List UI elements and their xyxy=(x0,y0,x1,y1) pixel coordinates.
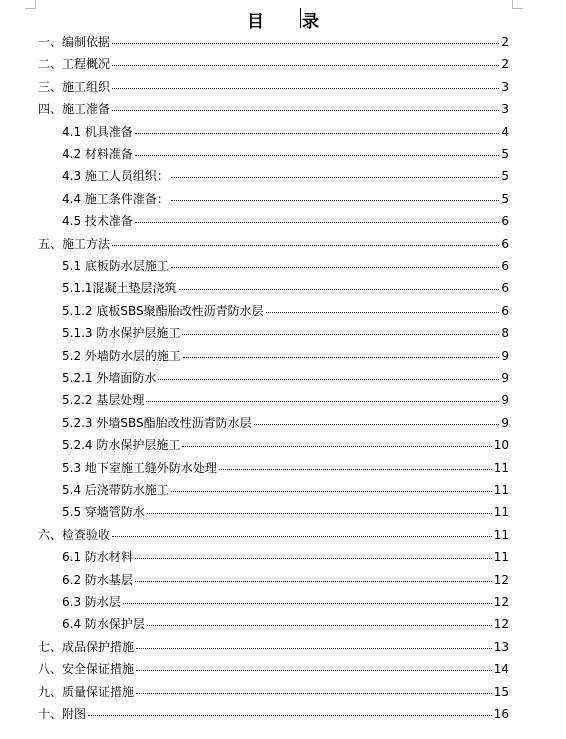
toc-dot-leader xyxy=(112,43,499,44)
toc-entry-page-number: 9 xyxy=(501,393,509,408)
toc-entry-page-number: 10 xyxy=(493,438,509,453)
toc-entry-label: 5.5 穿墙管防水 xyxy=(62,505,145,520)
toc-entry[interactable] xyxy=(62,144,509,164)
toc-entry-label: 八、安全保证措施 xyxy=(38,662,135,677)
toc-entry[interactable] xyxy=(62,458,509,478)
toc-entry-label: 5.3 地下室施工缝外防水处理 xyxy=(62,460,217,475)
toc-entry[interactable] xyxy=(62,413,509,433)
toc-entry-page-number: 2 xyxy=(501,57,509,72)
toc-entry[interactable] xyxy=(62,301,509,321)
toc-entry-label: 五、施工方法 xyxy=(38,236,111,251)
toc-entry-label: 5.2.4 防水保护层施工 xyxy=(62,438,181,453)
toc-title xyxy=(0,7,566,32)
toc-dot-leader xyxy=(183,357,499,358)
toc-entry-page-number: 16 xyxy=(493,707,509,721)
toc-entry-label: 5.1.2 底板SBS聚酯胎改性沥青防水层 xyxy=(62,303,264,318)
toc-dot-leader xyxy=(136,648,492,649)
toc-entry-label: 一、编制依据 xyxy=(38,35,111,49)
toc-entry-page-number: 14 xyxy=(493,662,509,677)
toc-entry-page-number: 9 xyxy=(501,348,509,363)
toc-dot-leader xyxy=(136,670,492,671)
toc-entry-label: 4.5 技术准备 xyxy=(62,214,133,229)
toc-entry-page-number: 6 xyxy=(501,303,509,318)
toc-entry-page-number: 13 xyxy=(493,639,509,654)
toc-entry[interactable] xyxy=(62,256,509,276)
toc-entry-page-number: 3 xyxy=(501,102,509,117)
toc-entry-label: 6.4 防水保护层 xyxy=(62,617,145,632)
toc-dot-leader xyxy=(171,177,499,178)
toc-dot-leader xyxy=(112,88,499,89)
toc-entry-page-number: 3 xyxy=(501,79,509,94)
toc-entry[interactable] xyxy=(62,547,509,567)
toc-dot-leader xyxy=(179,289,500,290)
toc-dot-leader xyxy=(112,110,499,111)
toc-entry-label: 四、施工准备 xyxy=(38,102,111,117)
toc-entry-page-number: 6 xyxy=(501,236,509,251)
toc-entry-label: 九、质量保证措施 xyxy=(38,684,135,699)
toc-entry[interactable] xyxy=(38,32,509,52)
toc-entry[interactable] xyxy=(62,211,509,231)
toc-dot-leader xyxy=(88,715,492,716)
toc-entry-page-number: 11 xyxy=(493,527,509,542)
text-cursor xyxy=(300,8,301,28)
toc-dot-leader xyxy=(182,446,491,447)
toc-entry[interactable] xyxy=(38,525,509,545)
toc-entry[interactable] xyxy=(38,704,509,724)
toc-entry[interactable] xyxy=(38,234,509,254)
toc-entry-label: 5.1 底板防水层施工 xyxy=(62,259,169,273)
toc-dot-leader xyxy=(135,222,499,223)
toc-entry-label: 5.1.3 防水保护层施工 xyxy=(62,326,181,341)
toc-entry[interactable] xyxy=(62,278,509,298)
toc-entry-page-number: 11 xyxy=(493,505,509,520)
toc-title-char-1: 目 xyxy=(247,12,264,32)
toc-entry-page-number: 6 xyxy=(501,214,509,229)
toc-entry[interactable] xyxy=(38,77,509,97)
toc-entry-page-number: 5 xyxy=(501,191,509,206)
toc-entry[interactable] xyxy=(62,390,509,410)
toc-dot-leader xyxy=(254,424,500,425)
toc-entry-page-number: 11 xyxy=(493,483,509,497)
toc-entry[interactable] xyxy=(38,659,509,679)
toc-entry-label: 七、成品保护措施 xyxy=(38,639,135,654)
toc-dot-leader xyxy=(123,603,492,604)
toc-entry-label: 5.2 外墙防水层的施工 xyxy=(62,348,181,363)
toc-entry-page-number: 15 xyxy=(493,684,509,699)
toc-entry-label: 5.2.3 外墙SBS酯胎改性沥青防水层 xyxy=(62,415,252,430)
toc-entry[interactable] xyxy=(62,323,509,343)
toc-entry[interactable] xyxy=(38,637,509,657)
toc-entry-label: 4.4 施工条件准备： xyxy=(62,191,169,206)
toc-entry-page-number: 5 xyxy=(501,169,509,184)
toc-entry-label: 5.2.2 基层处理 xyxy=(62,393,145,408)
toc-dot-leader xyxy=(147,625,492,626)
toc-entry-page-number: 8 xyxy=(501,326,509,341)
toc-dot-leader xyxy=(135,133,499,134)
toc-entry[interactable] xyxy=(62,592,509,612)
toc-entry[interactable] xyxy=(62,480,509,500)
toc-entry[interactable] xyxy=(62,346,509,366)
toc-entry-page-number: 5 xyxy=(501,147,509,161)
toc-entry-label: 4.1 机具准备 xyxy=(62,124,133,139)
toc-dot-leader xyxy=(158,379,499,380)
toc-entry[interactable] xyxy=(38,99,509,119)
toc-entry-label: 4.3 施工人员组织： xyxy=(62,169,169,184)
toc-dot-leader xyxy=(135,581,492,582)
toc-entry-label: 6.1 防水材料 xyxy=(62,550,133,565)
toc-dot-leader xyxy=(147,513,492,514)
toc-entry[interactable] xyxy=(38,682,509,702)
toc-entry-label: 4.2 材料准备 xyxy=(62,147,133,161)
toc-entry-page-number: 12 xyxy=(493,617,509,632)
toc-dot-leader xyxy=(112,65,499,66)
toc-entry-label: 5.4 后浇带防水施工 xyxy=(62,483,169,497)
toc-title-char-2: 录 xyxy=(302,12,319,32)
toc-entry-page-number: 6 xyxy=(501,259,509,273)
toc-entry[interactable] xyxy=(62,368,509,388)
toc-entry-page-number: 2 xyxy=(501,35,509,49)
toc-entry-label: 六、检查验收 xyxy=(38,527,111,542)
toc-entry[interactable] xyxy=(62,122,509,142)
toc-entry-label: 5.2.1 外墙面防水 xyxy=(62,371,157,385)
toc-entry-page-number: 4 xyxy=(501,124,509,139)
toc-dot-leader xyxy=(146,401,499,402)
toc-entry-label: 十、附图 xyxy=(38,707,87,721)
toc-entry-label: 5.1.1混凝土垫层浇筑 xyxy=(62,281,177,296)
toc-entry-label: 6.2 防水基层 xyxy=(62,572,133,587)
toc-dot-leader xyxy=(219,469,492,470)
toc-entry[interactable] xyxy=(62,166,509,186)
toc-entry[interactable] xyxy=(62,614,509,634)
toc-entry-label: 二、工程概况 xyxy=(38,57,111,72)
toc-entry-page-number: 6 xyxy=(501,281,509,296)
toc-entry-page-number: 9 xyxy=(501,415,509,430)
toc-entry-page-number: 11 xyxy=(493,460,509,475)
toc-entry[interactable] xyxy=(62,189,509,209)
toc-entry[interactable] xyxy=(38,54,509,74)
toc-dot-leader xyxy=(171,491,492,492)
toc-entry[interactable] xyxy=(62,502,509,522)
toc-entry-label: 三、施工组织 xyxy=(38,79,111,94)
toc-entry-label: 6.3 防水层 xyxy=(62,595,121,609)
toc-dot-leader xyxy=(112,245,499,246)
toc-dot-leader xyxy=(135,155,499,156)
toc-entry-page-number: 12 xyxy=(493,572,509,587)
toc-entry-page-number: 12 xyxy=(493,595,509,609)
toc-dot-leader xyxy=(112,536,492,537)
toc-dot-leader xyxy=(266,312,500,313)
toc-dot-leader xyxy=(136,693,492,694)
toc-dot-leader xyxy=(171,267,499,268)
toc-dot-leader xyxy=(182,334,499,335)
toc-dot-leader xyxy=(171,200,499,201)
toc-entry[interactable] xyxy=(62,570,509,590)
toc-entry-page-number: 11 xyxy=(493,550,509,565)
toc-dot-leader xyxy=(135,558,492,559)
toc-entry[interactable] xyxy=(62,435,509,455)
toc-entry-page-number: 9 xyxy=(501,371,509,385)
